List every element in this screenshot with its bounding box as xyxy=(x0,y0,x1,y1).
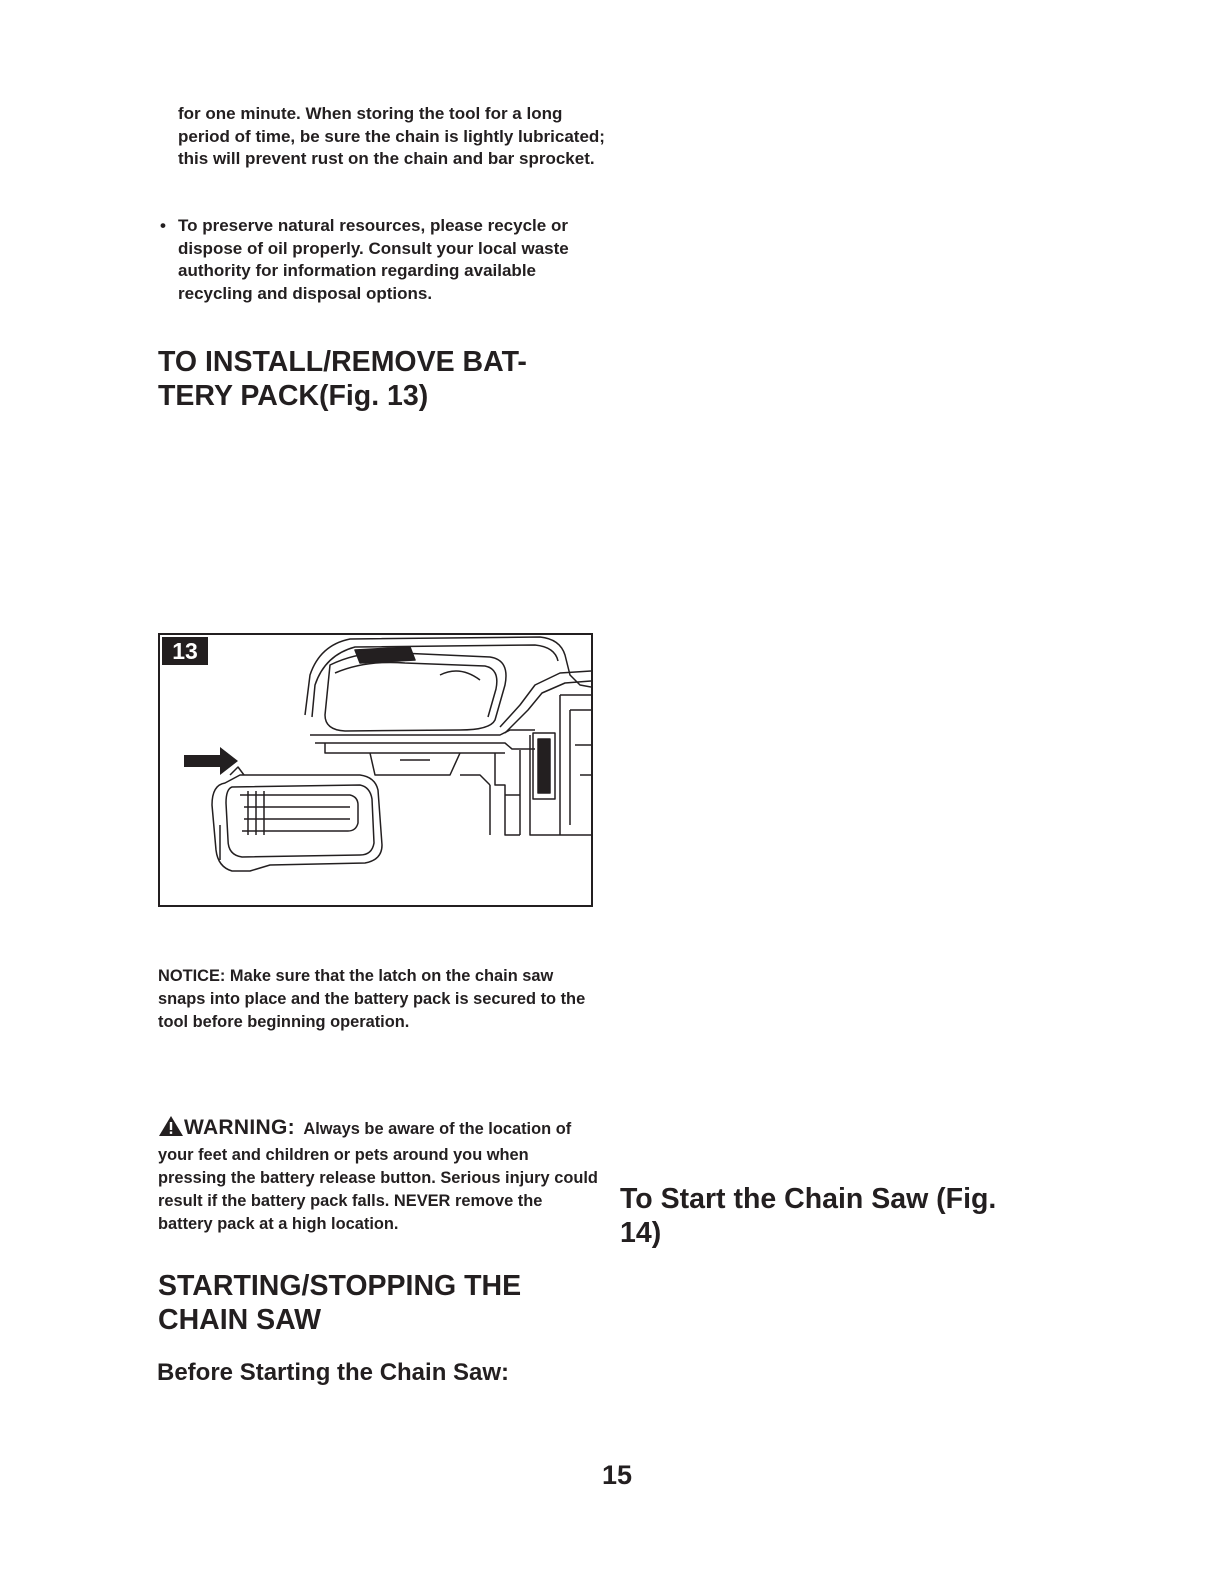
warning-block xyxy=(158,1115,598,1236)
heading-start-saw-line2: 14) xyxy=(620,1217,662,1249)
heading-starting-stopping xyxy=(158,1269,598,1337)
notice-paragraph: NOTICE: Make sure that the latch on the chain saw snaps into place and the battery pack is secured to the tool before beginning operation. xyxy=(158,967,586,1031)
chainsaw-body-illustration xyxy=(305,637,591,835)
heading-install-line2: TERY PACK(Fig. 13) xyxy=(158,380,429,412)
heading-starting-line1: STARTING/STOPPING THE xyxy=(158,1270,522,1302)
battery-install-illustration xyxy=(160,635,591,905)
paragraph-continued: for one minute. When storing the tool for a long period of time, be sure the chain is lightly lubricated; this will prevent rust on the chain and bar sprocket. xyxy=(178,104,605,168)
heading-starting-line2: CHAIN SAW xyxy=(158,1304,322,1336)
bullet-marker: • xyxy=(160,216,166,235)
heading-install-line1: TO INSTALL/REMOVE BAT- xyxy=(158,346,527,378)
warning-triangle-icon xyxy=(158,1115,184,1144)
warning-text: Always be aware of the location of your feet and children or pets around you when pressing the battery release button. Serious injury could result if the battery pack falls. NEVER remove the battery pack at a high location. xyxy=(158,1120,598,1233)
heading-start-chain-saw xyxy=(620,1182,1060,1250)
figure-13 xyxy=(158,633,593,907)
battery-pack-illustration xyxy=(212,767,382,871)
page-number: 15 xyxy=(601,1460,633,1490)
subheading-before-starting: Before Starting the Chain Saw: xyxy=(157,1359,510,1386)
figure-number-badge: 13 xyxy=(162,637,208,665)
heading-install-battery xyxy=(158,345,598,413)
heading-start-saw-line1: To Start the Chain Saw (Fig. xyxy=(620,1183,997,1215)
arrow-right-icon xyxy=(184,747,238,775)
bullet-text: To preserve natural resources, please recycle or dispose of oil properly. Consult your local waste authority for information regarding available recycling and disposal options. xyxy=(178,216,569,303)
warning-label: WARNING: xyxy=(184,1116,295,1139)
